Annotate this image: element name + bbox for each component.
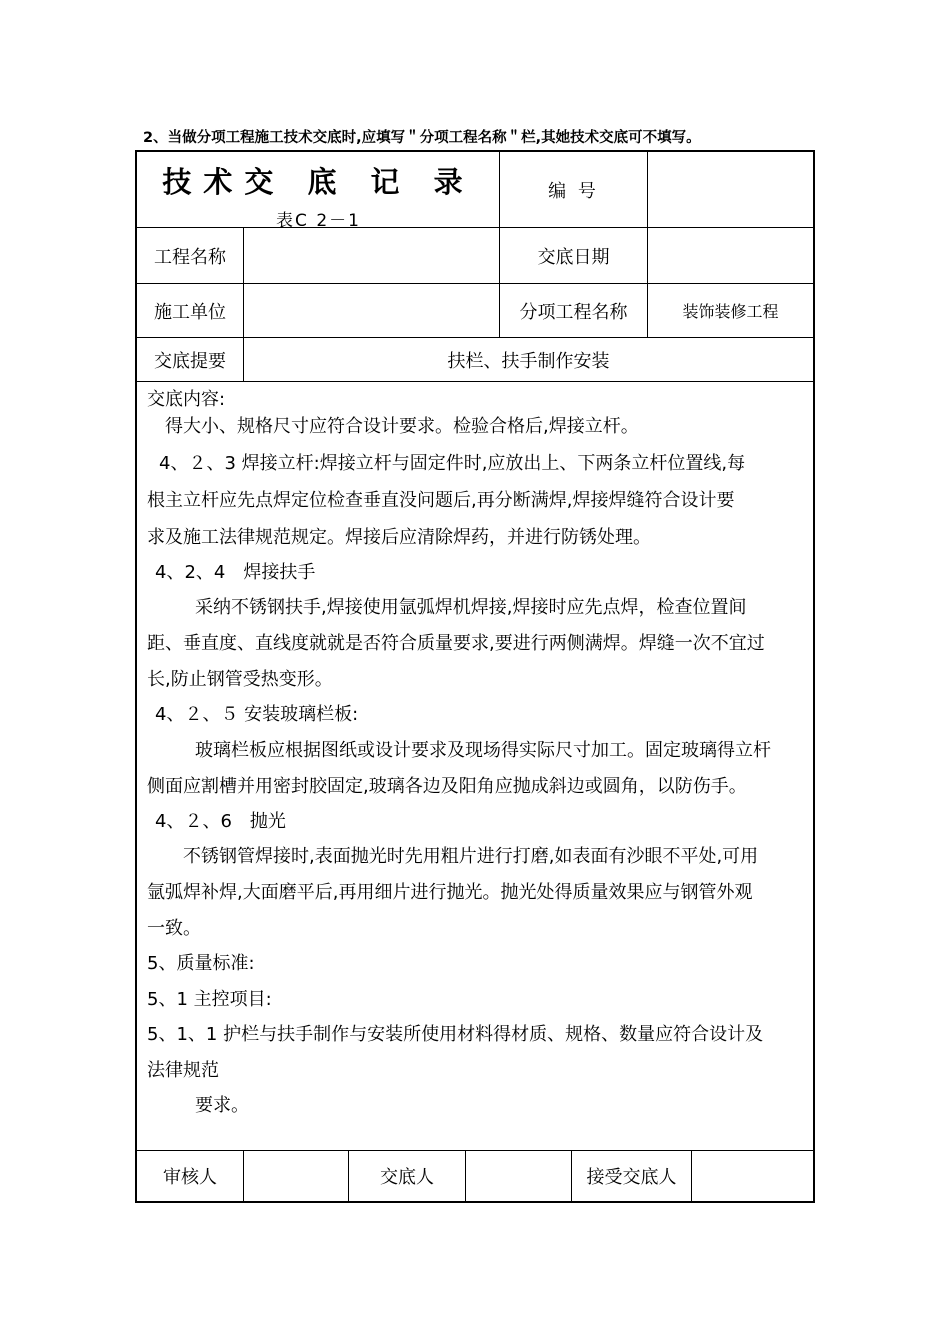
disclosure-form [135, 150, 815, 1203]
reviewer-label: 审核人 [163, 1167, 217, 1188]
content-line: 不锈钢管焊接时,表面抛光时先用粗片进行打磨,如表面有沙眼不平处,可用 [183, 846, 759, 867]
receiver-field[interactable] [692, 1151, 813, 1201]
form-note: 2、当做分项工程施工技术交底时,应填写＂分项工程名称＂栏,其她技术交底可不填写。 [143, 130, 701, 146]
construction-unit-label: 施工单位 [154, 301, 226, 323]
content-line: 4、２、3 焊接立杆:焊接立杆与固定件时,应放出上、下两条立杆位置线,每 [159, 453, 746, 474]
discloser-field[interactable] [466, 1151, 571, 1201]
receiver-label: 接受交底人 [586, 1167, 677, 1188]
divider [137, 381, 813, 382]
discloser-label: 交底人 [380, 1167, 434, 1188]
construction-unit-field[interactable] [244, 284, 499, 337]
content-line: 长,防止钢管受热变形。 [147, 669, 333, 690]
date-field[interactable] [648, 228, 813, 283]
content-line: 氩弧焊补焊,大面磨平后,再用细片进行抛光。抛光处得质量效果应与钢管外观 [147, 882, 753, 903]
content-line: 一致。 [147, 918, 201, 939]
date-label: 交底日期 [537, 246, 610, 268]
content-line: 玻璃栏板应根据图纸或设计要求及现场得实际尺寸加工。固定玻璃得立杆 [195, 740, 771, 761]
content-line: 5、1、1 护栏与扶手制作与安装所使用材料得材质、规格、数量应符合设计及 [147, 1024, 764, 1045]
number-field[interactable] [648, 152, 813, 227]
content-line: 得大小、规格尺寸应符合设计要求。检验合格后,焊接立杆。 [165, 416, 639, 437]
content-line: 要求。 [195, 1095, 249, 1116]
content-line: 5、1 主控项目: [147, 989, 272, 1010]
project-name-label: 工程名称 [154, 246, 226, 268]
summary-field[interactable]: 扶栏、扶手制作安装 [447, 350, 610, 372]
content-line: 距、垂直度、直线度就就是否符合质量要求,要进行两侧满焊。焊缝一次不宜过 [147, 633, 765, 654]
form-subtitle: 表C 2－1 [276, 211, 361, 231]
summary-label: 交底提要 [154, 350, 226, 372]
sub-project-label: 分项工程名称 [519, 301, 628, 323]
reviewer-field[interactable] [244, 1151, 348, 1201]
content-line: 5、质量标准: [147, 953, 255, 974]
content-line: 4、2、4 焊接扶手 [155, 562, 316, 583]
number-label: 编 号 [548, 180, 599, 202]
content-heading: 交底内容: [147, 389, 226, 410]
content-line: 采纳不锈钢扶手,焊接使用氩弧焊机焊接,焊接时应先点焊，检查位置间 [195, 597, 747, 618]
form-title: 技术交 底 记 录 [162, 165, 475, 199]
content-line: 4、２、５ 安装玻璃栏板: [155, 704, 359, 725]
content-line: 法律规范 [147, 1060, 219, 1081]
content-line: 根主立杆应先点焊定位检查垂直没问题后,再分断满焊,焊接焊缝符合设计要 [147, 490, 735, 511]
project-name-field[interactable] [244, 228, 499, 283]
content-line: 4、２、6 抛光 [155, 811, 286, 832]
content-line: 侧面应割槽并用密封胶固定,玻璃各边及阳角应抛成斜边或圆角，以防伤手。 [147, 776, 747, 797]
sub-project-field[interactable]: 装饰装修工程 [682, 302, 779, 321]
content-line: 求及施工法律规范规定。焊接后应清除焊药，并进行防锈处理。 [147, 527, 651, 548]
